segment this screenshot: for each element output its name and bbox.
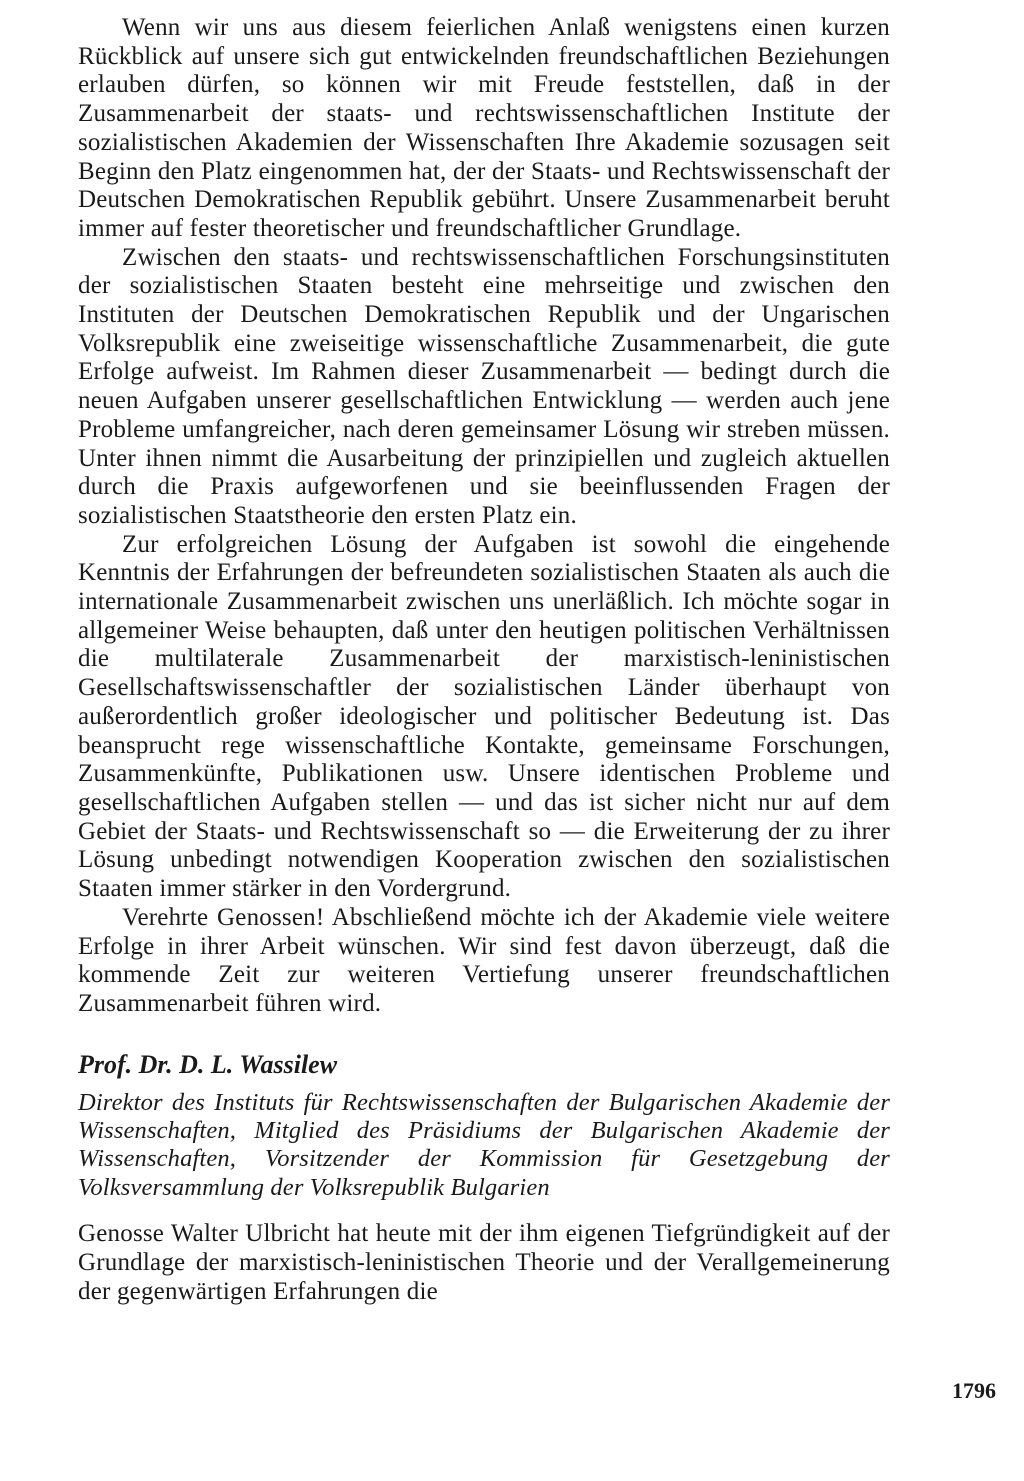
speaker-name: Prof. Dr. D. L. Wassilew <box>78 1049 338 1079</box>
speaker-title: Direktor des Instituts für Rechtswissenschaften der Bulgarischen Akademie der Wissenschaften, Mitglied des Präsidiums der Bulgarischen Akademie der Wissenschaften, Vorsitzender der Kommission für Gesetzgebung der Volksversammlung der Volksrepublik Bulgarien <box>78 1088 890 1201</box>
page-content <box>78 14 890 1306</box>
paragraph-verehrte-genossen: Verehrte Genossen! Abschließend möchte ich der Akademie viele weitere Erfolge in ihrer Arbeit wünschen. Wir sind fest davon überzeugt, daß die kommende Zeit zur weiteren Vertiefung unserer freundschaftlichen Zusammenarbeit führen wird. <box>78 903 890 1017</box>
paragraph-erfolgreiche-loesung: Zur erfolgreichen Lösung der Aufgaben ist sowohl die eingehende Kenntnis der Erfahrungen der befreundeten sozialistischen Staaten als auch die internationale Zusammenarbeit zwischen uns unerläßlich. Ich möchte sogar in allgemeiner Weise behaupten, daß unter den heutigen politischen Verhältnissen die multilaterale Zusammenarbeit der marxistisch-leninistischen Gesellschaftswissenschaftler der sozialistischen Länder überhaupt von außerordentlich großer ideologischer und politischer Bedeutung ist. Das beansprucht rege wissenschaftliche Kontakte, gemeinsame Forschungen, Zusammenkünfte, Publikationen usw. Unsere identischen Probleme und gesellschaftlichen Aufgaben stellen — und das ist sicher nicht nur auf dem Gebiet der Staats- und Rechtswissenschaft so — die Erweiterung der zu ihrer Lösung unbedingt notwendigen Kooperation zwischen den sozialistischen Staaten immer stärker in den Vordergrund. <box>78 530 890 903</box>
paragraph-walter-ulbricht: Genosse Walter Ulbricht hat heute mit der ihm eigenen Tiefgründigkeit auf der Grundlage der marxistisch-leninistischen Theorie und der Verallgemeinerung der gegenwärtigen Erfahrungen die <box>78 1220 890 1305</box>
page-number: 1796 <box>952 1378 996 1403</box>
paragraph-forschungsinstitute: Zwischen den staats- und rechtswissenschaftlichen Forschungsinstituten der sozialistischen Staaten besteht eine mehrseitige und zwischen den Instituten der Deutschen Demokratischen Republik und der Ungarischen Volksrepublik eine zweiseitige wissenschaftliche Zusammenarbeit, die gute Erfolge aufweist. Im Rahmen dieser Zusammenarbeit — bedingt durch die neuen Aufgaben unserer gesellschaftlichen Entwicklung — werden auch jene Probleme umfangreicher, nach deren gemeinsamer Lösung wir streben müssen. Unter ihnen nimmt die Ausarbeitung der prinzipiellen und zugleich aktuellen durch die Praxis aufgeworfenen und sie beeinflussenden Fragen der sozialistischen Staatstheorie den ersten Platz ein. <box>78 243 890 529</box>
paragraph-rueckblick: Wenn wir uns aus diesem feierlichen Anlaß wenigstens einen kurzen Rückblick auf unsere sich gut entwickelnden freundschaftlichen Beziehungen erlauben dürfen, so können wir mit Freude feststellen, daß in der Zusammenarbeit der staats- und rechtswissenschaftlichen Institute der sozialistischen Akademien der Wissenschaften Ihre Akademie sozusagen seit Beginn den Platz eingenommen hat, der der Staats- und Rechtswissenschaft der Deutschen Demokratischen Republik gebührt. Unsere Zusammenarbeit beruht immer auf fester theoretischer und freundschaftlicher Grundlage. <box>78 14 890 242</box>
